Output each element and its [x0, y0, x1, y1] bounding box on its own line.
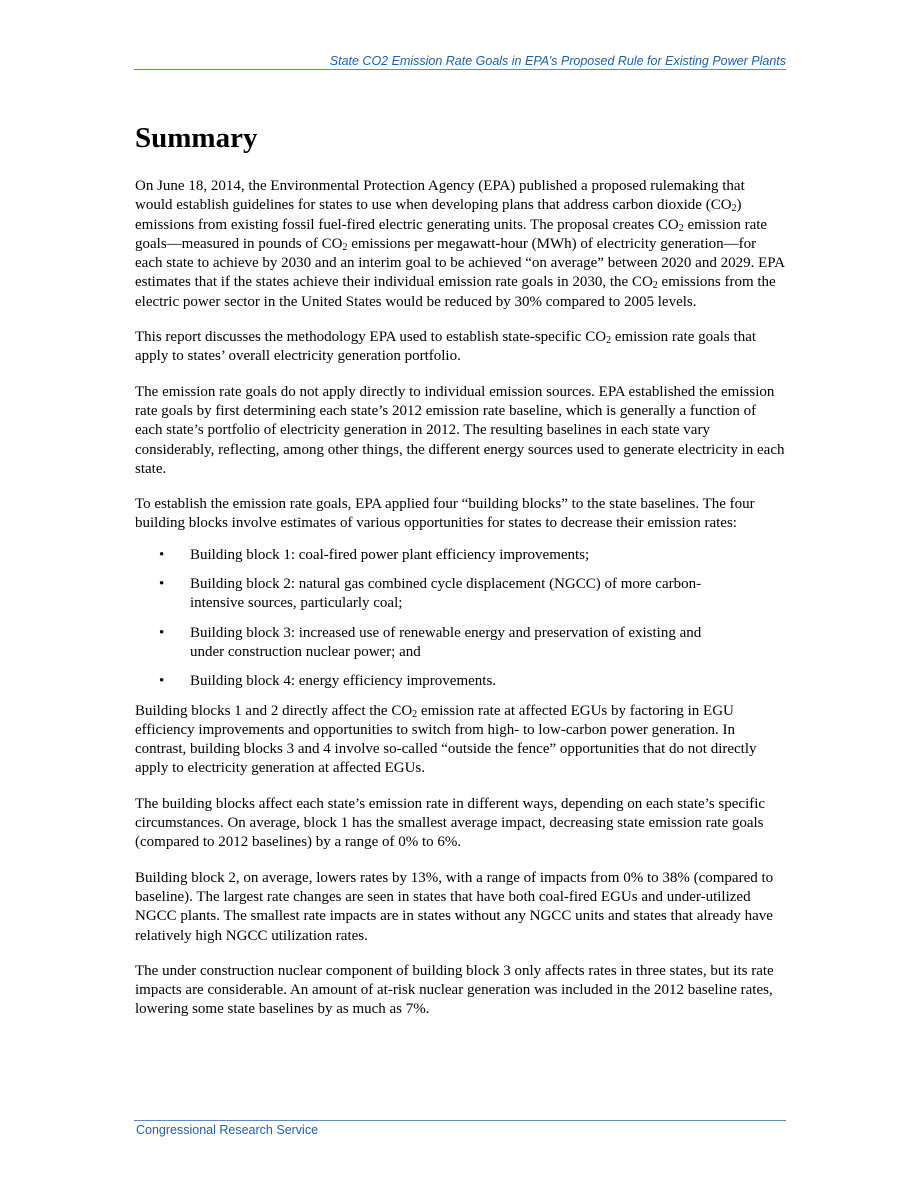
- list-item: • Building block 4: energy efficiency improvements.: [135, 672, 785, 691]
- page-title: Summary: [135, 122, 258, 154]
- running-header: State CO2 Emission Rate Goals in EPA’s Proposed Rule for Existing Power Plants: [329, 54, 786, 68]
- header-divider: [134, 69, 786, 70]
- paragraph-3: The emission rate goals do not apply directly to individual emission sources. EPA established the emission rate goals by first determining each state’s 2012 emission rate baseline, which is generally a function of each state’s portfolio of electricity generation in 2012. The resulting baselines in each state vary considerably, reflecting, among other things, the different energy sources used to generate electricity in each state.: [135, 383, 785, 477]
- document-body: [135, 177, 785, 1036]
- list-item: • Building block 1: coal-fired power plant efficiency improvements;: [135, 546, 785, 565]
- paragraph-8: The under construction nuclear component of building block 3 only affects rates in three states, but its rate impacts are considerable. An amount of at-risk nuclear generation was included in the 2012 baseline rates, lowering some state baselines by as much as 7%.: [135, 962, 774, 1018]
- bullet-icon: •: [159, 546, 165, 563]
- bullet-icon: •: [159, 624, 165, 641]
- building-blocks-list: [135, 546, 785, 692]
- list-item: • Building block 3: increased use of renewable energy and preservation of existing and under construction nuclear power; and: [159, 624, 702, 660]
- bullet-icon: •: [159, 673, 165, 690]
- list-item: • Building block 2: natural gas combined cycle displacement (NGCC) of more carbon-intensive sources, particularly coal;: [159, 576, 702, 612]
- paragraph-2: This report discusses the methodology EPA used to establish state-specific $CO_2$ emission rate goals that apply to states’ overall electricity generation portfolio.: [135, 329, 757, 365]
- footer-divider: [134, 1120, 786, 1121]
- paragraph-1: On June 18, 2014, the Environmental Protection Agency (EPA) published a proposed rulemaking that would establish guidelines for states to use when developing plans that address carbon dioxide $(CO_2)$ emissions from existing fossil fuel-fired electric generating units. The proposal creates $CO_2$ emission rate goals—measured in pounds of $CO_2$ emissions per megawatt-hour (MWh) of electricity generation—for each state to achieve by 2030 and an interim goal to be achieved “on average” between 2020 and 2029. EPA estimates that if the states achieve their individual emission rate goals in 2030, the $CO_2$ emissions from the electric power sector in the United States would be reduced by 30% compared to 2005 levels.: [135, 178, 785, 310]
- footer-organization: Congressional Research Service: [136, 1123, 319, 1137]
- paragraph-5: Building blocks 1 and 2 directly affect the $CO_2$ emission rate at affected EGUs by factoring in EGU efficiency improvements and opportunities to switch from high- to low-carbon power generation. In contrast, building blocks 3 and 4 involve so-called “outside the fence” opportunities that do not directly apply to electricity generation at affected EGUs.: [135, 702, 757, 777]
- paragraph-6: The building blocks affect each state’s emission rate in different ways, depending on each state’s specific circumstances. On average, block 1 has the smallest average impact, decreasing state emission rate goals (compared to 2012 baselines) by a range of 0% to 6%.: [135, 795, 766, 851]
- paragraph-7: Building block 2, on average, lowers rates by 13%, with a range of impacts from 0% to 38% (compared to baseline). The largest rate changes are seen in states that have both coal-fired EGUs and under-utilized NGCC plants. The smallest rate impacts are in states without any NGCC units and states that already have relatively high NGCC utilization rates.: [135, 869, 774, 944]
- paragraph-4: To establish the emission rate goals, EPA applied four “building blocks” to the state baselines. The four building blocks involve estimates of various opportunities for states to decrease their emission rates:: [135, 496, 755, 532]
- bullet-icon: •: [159, 576, 165, 593]
